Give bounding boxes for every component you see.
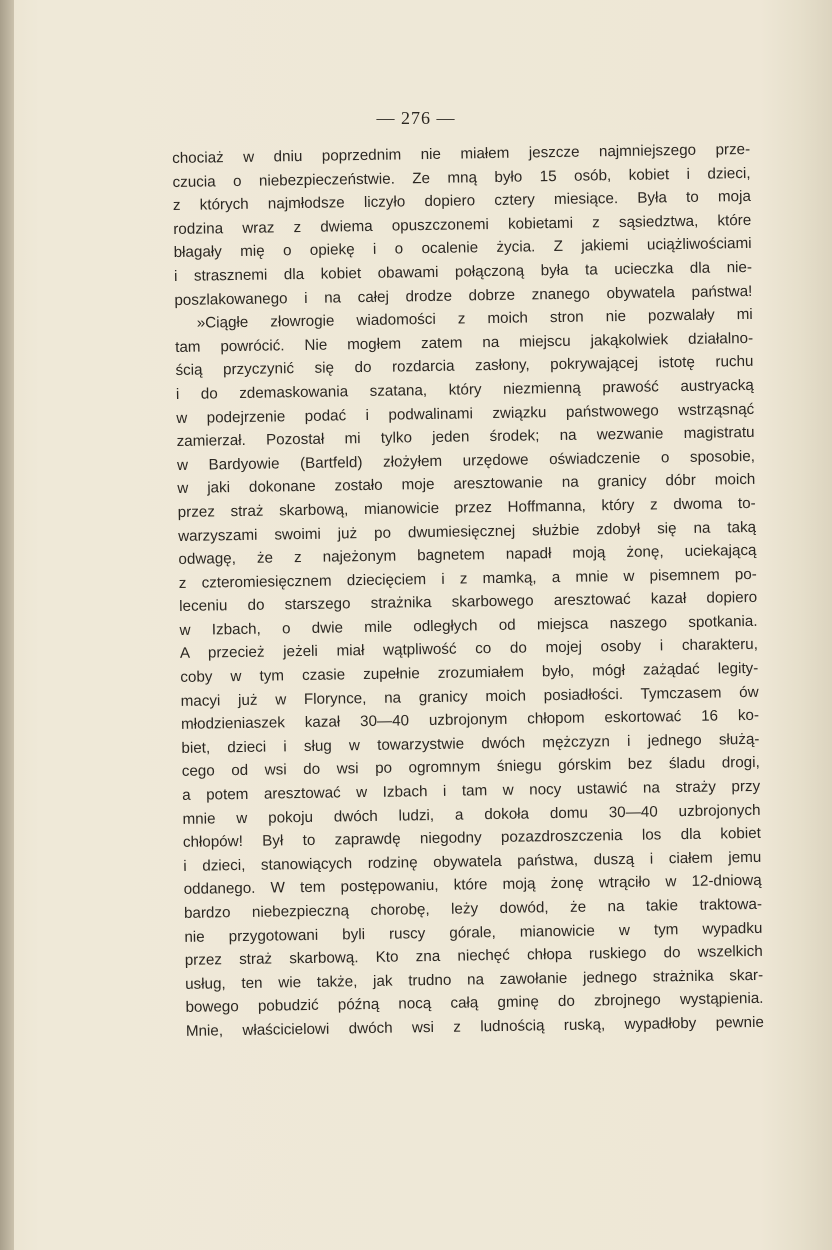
text-line: i strasznemi dla kobiet obawami połączoną była ta ucieczka dla nie- (173, 258, 753, 285)
text-line: chociaż w dniu poprzednim nie miałem jeszcze najmniejszego prze- (172, 140, 751, 167)
text-line: tam powrócić. Nie mogłem zatem na miejscu jakąkolwiek działalno- (175, 329, 754, 356)
page-binding-edge (0, 0, 14, 1250)
text-line: usług, ten wie także, jak trudno na zawołanie jednego strażnika skar- (185, 966, 764, 993)
text-line: i dzieci, stanowiących rodzinę obywatela państwa, duszą i ciałem jemu (183, 848, 762, 875)
text-line: poszlakowanego i na całej drodze dobrze znanego obywatela państwa! (174, 282, 753, 309)
text-line: macyi już w Florynce, na granicy moich posiadłości. Tymczasem ów (180, 683, 759, 710)
text-line: cego od wsi do wsi po ogromnym śniegu górskim bez śladu drogi, (181, 754, 760, 781)
text-line: coby w tym czasie zupełnie zrozumiałem było, mógł zażądać legity- (180, 659, 759, 686)
text-line: przez straż skarbową. Kto zna niechęć chłopa ruskiego do wszelkich (184, 943, 763, 970)
text-line: A przecież jeżeli miał wątpliwość co do mojej osoby i charakteru, (179, 636, 759, 663)
text-line: oddanego. W tem postępowaniu, które moją żonę wtrąciło w 12-dniową (183, 872, 762, 899)
text-line: czucia o niebezpieczeństwie. Ze mną było 15 osób, kobiet i dzieci, (172, 164, 751, 191)
text-line: bardzo niebezpieczną chorobę, leży dowód, że na takie traktowa- (183, 895, 763, 922)
text-line: Mnie, właścicielowi dwóch wsi z ludnością ruską, wypadłoby pewnie (185, 1013, 764, 1040)
text-line: odwagę, że z najeżonym bagnetem napadł moją żonę, uciekającą (178, 541, 757, 569)
text-line: młodzieniaszek kazał 30—40 uzbrojonym chłopom eskortować 16 ko- (180, 707, 760, 734)
text-line: »Ciągłe złowrogie wiadomości z moich stron nie pozwalały mi (196, 306, 753, 332)
text-line: w Izbach, o dwie mile odległych od miejsca naszego spotkania. (179, 612, 758, 639)
text-line: z których najmłodsze liczyło dopiero cztery miesiące. Była to moja (172, 188, 751, 215)
text-line: mnie w pokoju dwóch ludzi, a dokoła domu 30—40 uzbrojonych (182, 801, 761, 828)
text-line: rodzina wraz z dwiema opuszczonemi kobietami z sąsiedztwa, które (173, 211, 752, 238)
text-line: a potem aresztować w Izbach i tam w nocy ustawić na straży przy (182, 777, 761, 804)
text-line: leceniu do starszego strażnika skarbowego aresztować kazał dopiero (179, 589, 758, 616)
text-line: w Bardyowie (Bartfeld) złożyłem urzędowe oświadczenie o sposobie, (176, 447, 756, 474)
text-line: w podejrzenie podać i podwalinami związku państwowego wstrząsnąć (176, 400, 755, 427)
text-line: nie przygotowani byli ruscy górale, mianowicie w tym wypadku (184, 919, 763, 946)
text-line: biet, dzieci i sług w towarzystwie dwóch mężczyzn i jednego służą- (181, 730, 760, 757)
text-line: zamierzał. Pozostał mi tylko jeden środek; na wezwanie magistratu (176, 424, 755, 451)
text-line: warzyszami swoimi już po dwumiesięcznej służbie zdobył się na taką (177, 518, 757, 545)
text-line: błagały mię o opiekę i o ocalenie życia. Z jakiemi uciążliwościami (173, 235, 752, 262)
text-line: w jaki dokonane zostało moje aresztowanie na granicy dóbr moich (177, 471, 756, 498)
text-line: przez straż skarbową, mianowicie przez Hoffmanna, który z dwoma to- (177, 494, 756, 521)
text-line: ścią przyczynić się do rozdarcia zasłony, pokrywającej istotę ruchu (175, 353, 754, 380)
page-number: — 276 — (376, 108, 456, 128)
page-body-text (172, 138, 764, 1044)
text-line: bowego pobudzić późną nocą całą gminę do zbrojnego wystąpienia. (185, 990, 764, 1017)
text-line: z czteromiesięcznem dziecięciem i z mamką, a mnie w pisemnem po- (178, 565, 757, 592)
text-line: i do zdemaskowania szatana, który niezmienną prawość austryacką (175, 376, 754, 403)
text-line: chłopów! Był to zaprawdę niegodny pozazdroszczenia los dla kobiet (182, 825, 761, 852)
